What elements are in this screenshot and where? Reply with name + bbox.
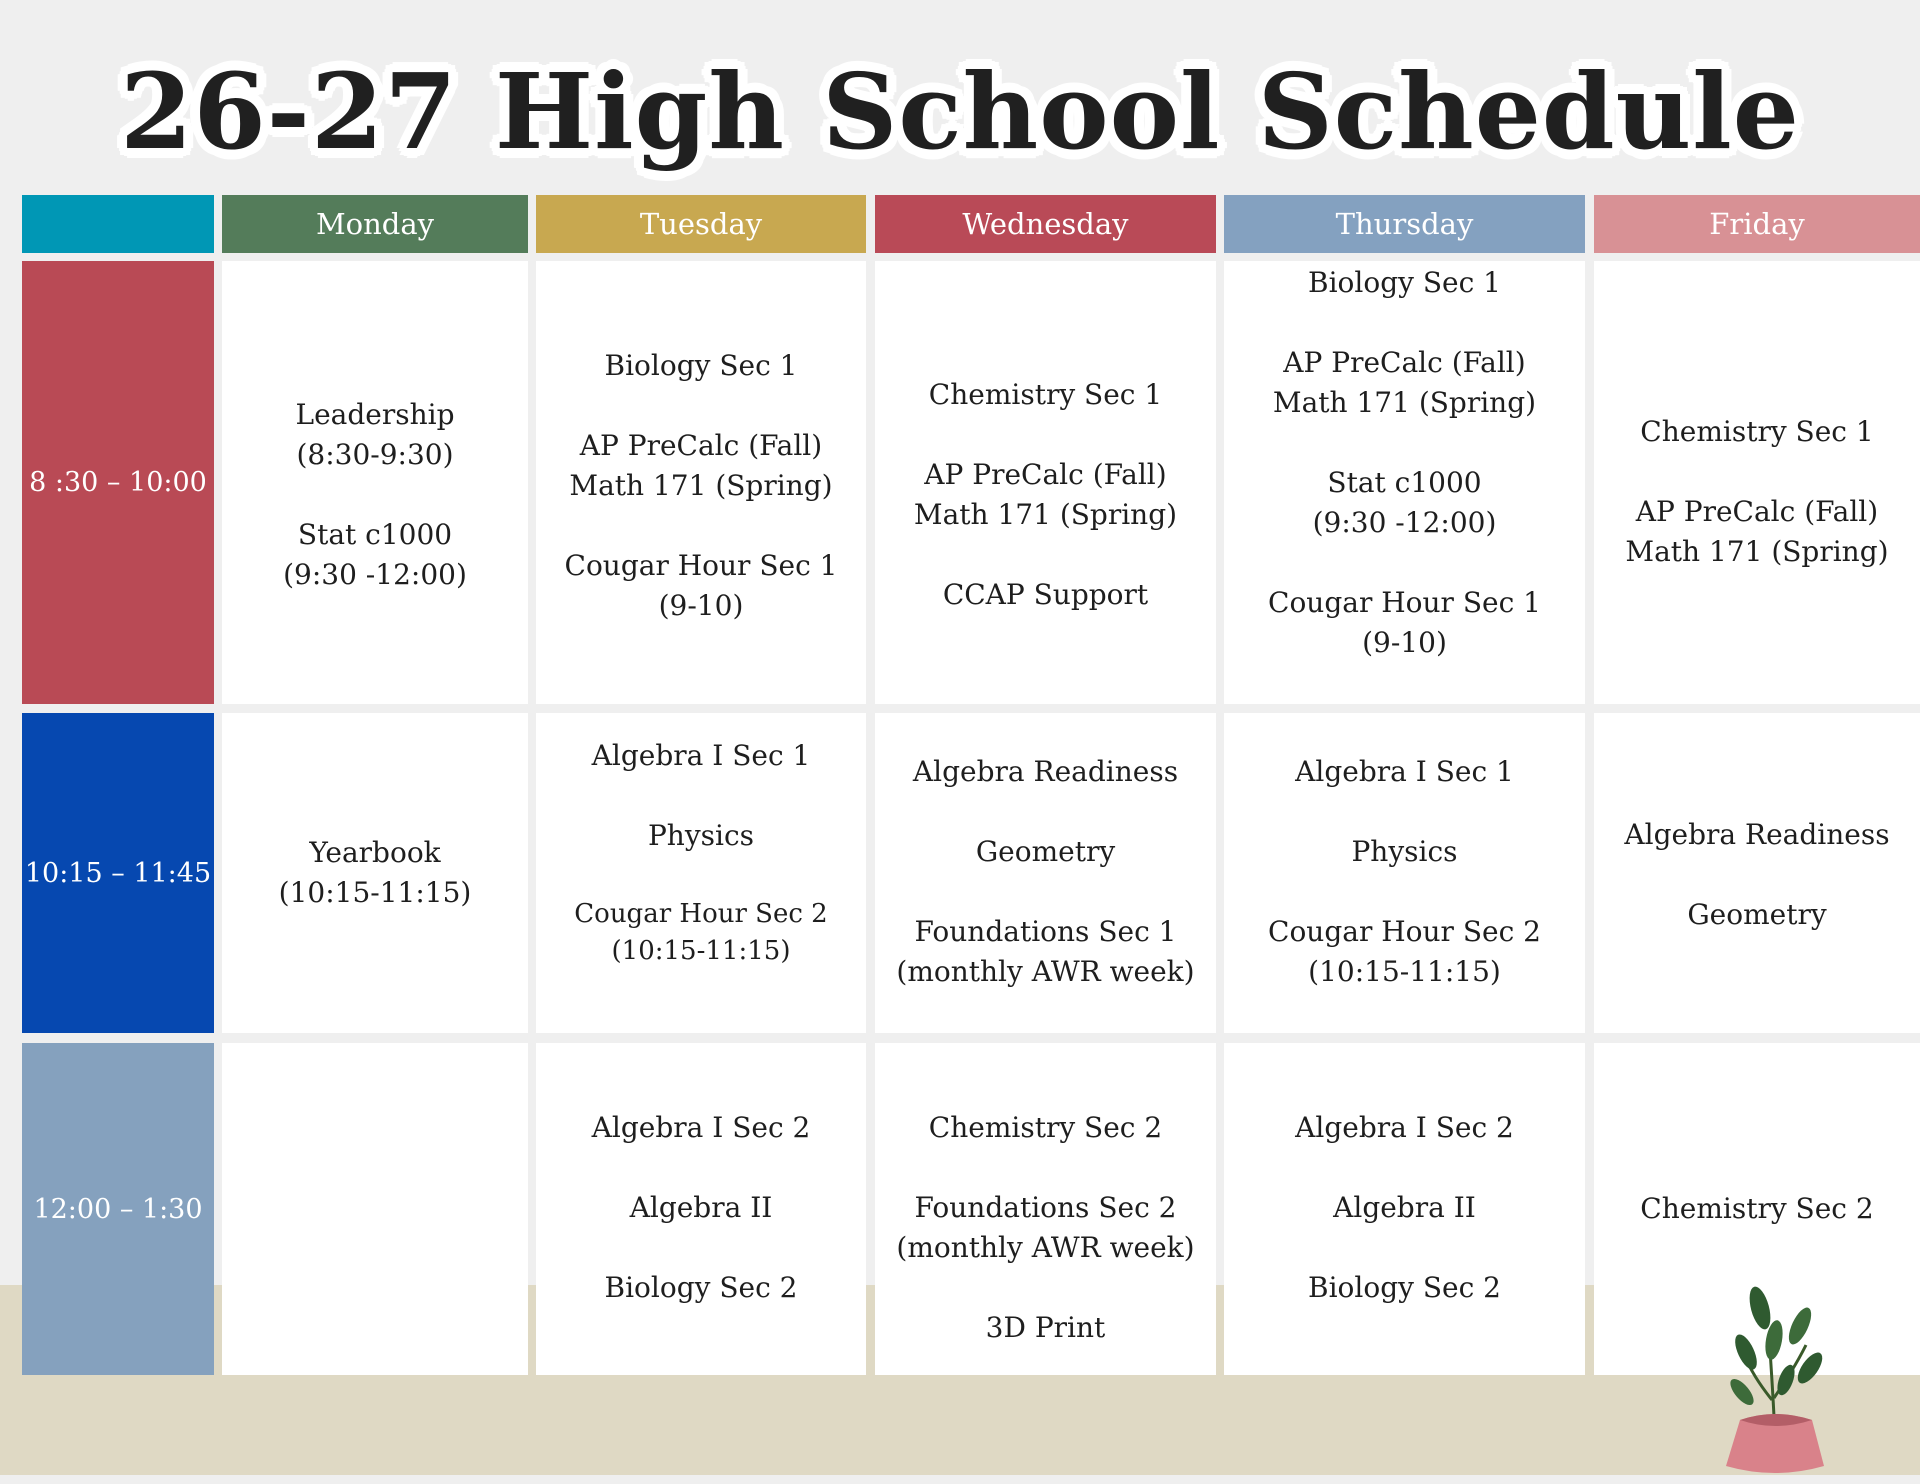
cell-monday-slot-1: [222, 261, 528, 704]
class-entry: Biology Sec 1: [604, 348, 798, 382]
class-entry: Algebra Readiness: [1624, 818, 1890, 851]
class-entry: (9:30 -12:00): [1312, 506, 1497, 539]
class-entry: Algebra I Sec 2: [591, 1111, 811, 1144]
class-entry: AP PreCalc (Fall): [1283, 346, 1526, 379]
class-entry: Physics: [1351, 835, 1458, 868]
class-entry: Chemistry Sec 1: [928, 377, 1163, 411]
class-entry: Algebra I Sec 1: [591, 739, 811, 772]
cell-friday-slot-2: [1594, 713, 1920, 1033]
day-header-monday: Monday: [222, 195, 528, 253]
class-entry: (10:15-11:15): [1308, 955, 1501, 988]
cell-thursday-slot-3: [1224, 1043, 1585, 1375]
class-entry: Stat c1000: [297, 517, 453, 551]
class-entry: Foundations Sec 2: [914, 1191, 1177, 1224]
class-entry: Physics: [647, 819, 755, 852]
class-entry: Chemistry Sec 2: [1640, 1192, 1874, 1225]
class-entry: Math 171 (Spring): [1272, 386, 1537, 419]
class-entry: Cougar Hour Sec 1: [1268, 586, 1541, 619]
class-entry: Algebra I Sec 2: [1295, 1111, 1514, 1144]
cell-wednesday-slot-1: [875, 261, 1216, 704]
cell-monday-slot-2: [222, 713, 528, 1033]
class-entry: (8:30-9:30): [296, 437, 454, 471]
cell-tuesday-slot-1: [536, 261, 866, 704]
page-title: 26-27 High School Schedule: [120, 50, 1800, 173]
cell-thursday-slot-2: [1224, 713, 1585, 1033]
class-entry: Cougar Hour Sec 2: [1268, 915, 1541, 948]
day-header-wednesday: Wednesday: [875, 195, 1216, 253]
class-entry: Geometry: [975, 835, 1116, 868]
class-entry: Algebra Readiness: [912, 755, 1179, 788]
bottom-strip: [0, 1475, 1920, 1484]
class-entry: Biology Sec 2: [1308, 1271, 1501, 1304]
cell-wednesday-slot-2: [875, 713, 1216, 1033]
class-entry: Foundations Sec 1: [914, 915, 1177, 948]
time-slot-1: 8 :30 – 10:00: [22, 261, 214, 704]
class-entry: (10:15-11:15): [611, 936, 791, 966]
day-header-friday: Friday: [1594, 195, 1920, 253]
class-entry: Algebra II: [1333, 1191, 1476, 1224]
class-entry: Biology Sec 2: [604, 1271, 798, 1304]
time-slot-3: 12:00 – 1:30: [22, 1043, 214, 1375]
class-entry: Algebra I Sec 1: [1295, 755, 1514, 788]
class-entry: Cougar Hour Sec 2: [574, 899, 828, 929]
class-entry: AP PreCalc (Fall): [1635, 494, 1879, 528]
class-entry: Cougar Hour Sec 1: [564, 548, 838, 582]
class-entry: Biology Sec 1: [1308, 266, 1501, 299]
class-entry: Chemistry Sec 1: [1640, 414, 1874, 448]
cell-tuesday-slot-3: [536, 1043, 866, 1375]
cell-tuesday-slot-2: [536, 713, 866, 1033]
class-entry: Stat c1000: [1327, 466, 1482, 499]
class-entry: Math 171 (Spring): [569, 468, 833, 502]
plant-leaves: [1726, 1284, 1827, 1408]
day-header-tuesday: Tuesday: [536, 195, 866, 253]
class-entry: (monthly AWR week): [896, 955, 1195, 988]
cell-wednesday-slot-3: [875, 1043, 1216, 1375]
class-entry: Chemistry Sec 2: [928, 1111, 1163, 1144]
class-entry: Leadership: [295, 397, 455, 431]
potted-plant-icon: [1720, 1280, 1830, 1476]
day-header-thursday: Thursday: [1224, 195, 1585, 253]
class-entry: Math 171 (Spring): [1625, 534, 1889, 568]
class-entry: 3D Print: [985, 1311, 1106, 1344]
class-entry: (9-10): [658, 588, 744, 622]
class-entry: Math 171 (Spring): [913, 497, 1178, 531]
cell-thursday-slot-1: [1224, 261, 1585, 704]
class-entry: Algebra II: [629, 1191, 773, 1224]
class-entry: AP PreCalc (Fall): [579, 428, 823, 462]
cell-monday-slot-3: [222, 1043, 528, 1375]
class-entry: AP PreCalc (Fall): [924, 457, 1167, 491]
class-entry: (9-10): [1362, 626, 1447, 659]
class-entry: (9:30 -12:00): [283, 557, 467, 591]
class-entry: Yearbook: [309, 836, 441, 869]
class-entry: (10:15-11:15): [278, 876, 472, 909]
class-entry: CCAP Support: [942, 577, 1149, 611]
class-entry: Geometry: [1687, 898, 1827, 931]
corner-header: [22, 195, 214, 253]
cell-friday-slot-1: [1594, 261, 1920, 704]
time-slot-2: 10:15 – 11:45: [22, 713, 214, 1033]
class-entry: (monthly AWR week): [896, 1231, 1195, 1264]
